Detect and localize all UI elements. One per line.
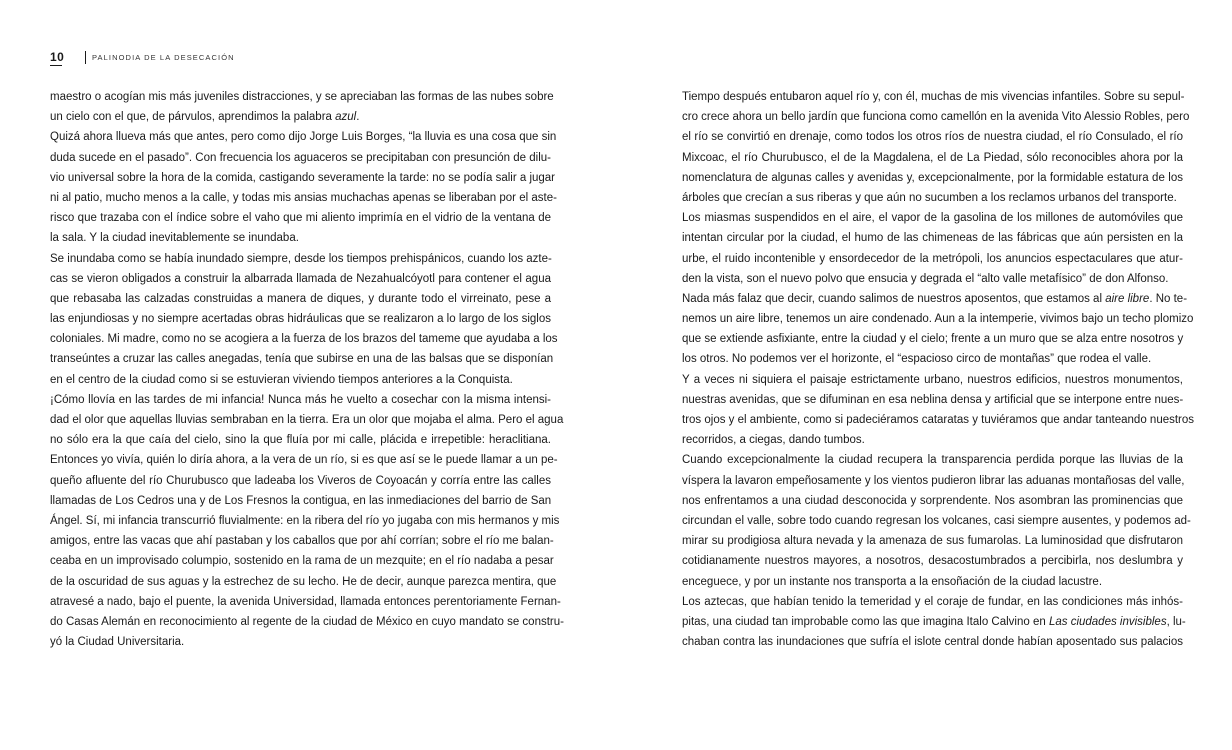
text-line	[682, 612, 1186, 632]
text-segment: mirar su prodigiosa altura nevada y la amenaza de sus fumarolas. La luminosidad que disfrutaron	[682, 535, 1183, 548]
text-line	[50, 168, 556, 188]
text-line	[50, 430, 551, 450]
text-segment: Entonces yo vivía, quién lo diría ahora, a la vera de un río, si es que así se le puede llamar a un pe-	[50, 454, 558, 467]
text-segment: ¡Cómo llovía en las tardes de mi infancia! Nunca más he vuelto a cosechar con la misma intensi-	[50, 393, 551, 406]
text-segment: enceguece, y por un instante nos transporta a la ensoñación de la ciudad lacustre.	[682, 575, 1103, 588]
text-line	[50, 572, 557, 592]
text-segment: Cuando excepcionalmente la ciudad recupera la transparencia perdida porque las lluvias de la	[682, 454, 1183, 467]
text-line	[50, 410, 564, 430]
text-segment: Nada más falaz que decir, cuando salimos de nuestros aposentos, que estamos al	[682, 292, 1106, 305]
text-segment: nomenclatura de algunas calles y avenidas y, excepcionalmente, por la formidable estatura de los	[682, 171, 1183, 184]
text-segment: nos enfrentamos a una ciudad desconocida y sorprendente. Nos asombran las prominencias que	[682, 494, 1183, 507]
text-segment: cotidianamente nuestros mayores, a nosotros, desacostumbrados a percibirla, nos deslumbra y	[682, 555, 1183, 568]
page-number: 10	[50, 50, 78, 64]
italic-text: aire libre	[1105, 292, 1150, 305]
text-line	[682, 471, 1183, 491]
text-segment: Quizá ahora llueva más que antes, pero como dijo Jorge Luis Borges, “la lluvia es una cosa que sin	[50, 131, 557, 144]
text-segment: transeúntes a cruzar las calles anegadas, tenía que subirse en una de las balsas que se disponían	[50, 353, 554, 366]
text-line	[50, 188, 557, 208]
text-line	[50, 249, 551, 269]
text-segment: víspera la lavaron empeñosamente y los vientos pudieron librar las aduanas montañosas del valle,	[682, 474, 1185, 487]
text-line	[682, 148, 1183, 168]
text-segment: queño afluente del río Churubusco que ladeaba los Viveros de Coyoacán y corría entre las calles	[50, 474, 551, 487]
text-line	[682, 410, 1195, 430]
text-line	[50, 107, 551, 127]
text-segment: maestro o acogían mis más juveniles distracciones, y se apreciaban las formas de las nubes sobre	[50, 91, 554, 103]
text-segment: ni al patio, mucho menos a la calle, y todas mis ansias muchachas apenas se liberaban por el aste-	[50, 191, 557, 204]
text-line	[682, 249, 1183, 269]
italic-text: azul	[335, 111, 357, 124]
text-segment: vio universal sobre la hora de la comida, castigando severamente la tarde: no se podía salir a jugar	[50, 171, 556, 184]
text-segment: chaban contra las inundaciones que sufría el islote central donde habían aposentado sus palacios	[682, 636, 1183, 649]
text-segment: atravesé a nado, bajo el puente, la avenida Universidad, llamada entonces perentoriamente Fernan-	[50, 595, 561, 608]
text-segment: . No te-	[1149, 292, 1188, 305]
text-line	[682, 329, 1183, 349]
text-segment: las enjundiosas y no siempre acertadas obras hidráulicas que se realizaron a lo largo de los siglos	[50, 313, 551, 326]
text-segment: Tiempo después entubaron aquel río y, con él, muchas de mis vivencias infantiles. Sobre su sepul-	[682, 91, 1185, 103]
text-segment: un cielo con el que, de párvulos, aprendimos la palabra	[50, 111, 336, 124]
text-segment: que rebasaba las calzadas construidas a manera de diques, y durante todo el virreinato, pese a	[50, 292, 551, 305]
text-segment: nuestras avenidas, que se difuminan en esa neblina densa y artificial que se interpone entre nues-	[682, 393, 1184, 406]
text-line	[50, 491, 551, 511]
text-line	[682, 592, 1183, 612]
text-line	[50, 551, 554, 571]
text-line	[50, 289, 551, 309]
text-segment: árboles que crecían a sus riberas y que aún no sucumben a los reclamos urbanos del transporte.	[682, 191, 1177, 204]
text-line	[682, 491, 1183, 511]
text-segment: la sala. Y la ciudad inevitablemente se inundaba.	[50, 232, 299, 245]
text-line	[50, 269, 551, 289]
text-line	[50, 471, 551, 491]
text-line	[682, 632, 1183, 652]
text-line	[682, 390, 1183, 410]
text-segment: tros ojos y el ambiente, como si padeciéramos cataratas y tuviéramos que andar tanteando nuestros	[682, 414, 1195, 426]
text-segment: Mixcoac, el río Churubusco, el de la Magdalena, el de La Piedad, sólo reconocibles ahora por la	[682, 151, 1183, 164]
page-header	[50, 50, 235, 64]
text-segment: pitas, una ciudad tan improbable como las que imagina Italo Calvino en	[682, 615, 1049, 628]
text-segment: Y a veces ni siquiera el paisaje estrictamente urbano, nuestros edificios, nuestros monumentos,	[682, 373, 1183, 386]
text-line	[50, 329, 558, 349]
right-page	[616, 0, 1232, 750]
text-line	[50, 370, 551, 390]
text-segment: ceaba en un improvisado columpio, sostenido en la rama de un mezquite; en el río nadaba a pesar	[50, 555, 554, 568]
text-segment: recorridos, a ciegas, dando tumbos.	[682, 434, 865, 447]
text-segment: llamadas de Los Cedros una y de Los Fresnos la contigua, en las inmediaciones del barrio de San	[50, 494, 552, 507]
text-line	[50, 228, 551, 248]
italic-text: Las ciudades invisibles	[1048, 615, 1167, 628]
text-segment: risco que trazaba con el índice sobre el vaho que mi aliento imprimía en el vidrio de la ventana de	[50, 212, 551, 225]
text-line	[50, 450, 558, 470]
text-segment: , lu-	[1166, 615, 1186, 628]
text-line	[682, 127, 1183, 147]
text-line	[50, 632, 551, 652]
text-segment: que se extiende asfixiante, entre la ciudad y el cielo; frente a un muro que se alza entre nosotros y	[682, 333, 1184, 346]
text-line	[682, 87, 1183, 107]
text-line	[50, 148, 551, 168]
text-segment: duda sucede en el pasado”. Con frecuencia los aguaceros se precipitaban con presunción de dilu-	[50, 151, 551, 164]
text-line	[682, 309, 1194, 329]
text-segment: Los aztecas, que habían tenido la temeridad y el coraje de fundar, en las condiciones más inhós-	[682, 595, 1183, 608]
text-segment: circundan el valle, sobre todo cuando regresan los volcanes, casi siempre ausentes, y podemos ad-	[682, 514, 1191, 527]
text-segment: yó la Ciudad Universitaria.	[50, 636, 185, 649]
right-column-text	[682, 87, 1195, 652]
text-line	[50, 511, 560, 531]
text-line	[50, 309, 551, 329]
text-line	[50, 390, 551, 410]
text-segment: el río se convirtió en drenaje, como todos los otros ríos de nuestra ciudad, el río Consulado, el río	[682, 131, 1183, 144]
text-line	[682, 551, 1183, 571]
text-line	[50, 87, 554, 107]
text-line	[682, 430, 1183, 450]
text-line	[682, 107, 1190, 127]
text-line	[50, 592, 561, 612]
text-line	[682, 269, 1183, 289]
text-line	[682, 228, 1183, 248]
running-head: PALINODIA DE LA DESECACIÓN	[92, 52, 235, 62]
text-segment: den la vista, son el nuevo polvo que ensucia y degrada el “alto valle metafísico” de don Alfonso.	[682, 272, 1169, 285]
text-segment: cas se vieron obligados a construir la albarrada llamada de Nezahualcóyotl para contener el agua	[50, 272, 551, 285]
text-line	[50, 127, 557, 147]
text-segment: cro crece ahora un bello jardín que funciona como camellón en la avenida Vito Alessio Robles, pero	[682, 111, 1190, 124]
text-line	[682, 450, 1183, 470]
text-line	[50, 349, 554, 369]
text-segment: do Casas Alemán en reconocimiento al regente de la ciudad de México en cuyo mandato se constru-	[50, 615, 564, 628]
text-segment: intentan circular por la ciudad, el humo de las chimeneas de las fábricas que aún persisten en la	[682, 232, 1183, 245]
text-segment: amigos, entre las vacas que ahí pastaban y los caballos que por ahí corrían; sobre el río me balan-	[50, 535, 554, 548]
header-divider	[85, 51, 86, 64]
text-segment: Ángel. Sí, mi infancia transcurrió fluvialmente: en la ribera del río yo jugaba con mis hermanos y mis	[50, 514, 560, 527]
text-line	[682, 289, 1188, 309]
text-line	[682, 208, 1183, 228]
text-segment: Los miasmas suspendidos en el aire, el vapor de la gasolina de los millones de automóviles que	[682, 212, 1183, 225]
text-line	[50, 612, 564, 632]
text-line	[682, 511, 1191, 531]
text-line	[682, 188, 1183, 208]
text-segment: nemos un aire libre, tenemos un aire condenado. Aun a la intemperie, vivimos bajo un techo plomizo	[682, 313, 1194, 326]
text-segment: urbe, el ruido incontenible y ensordecedor de la metrópoli, los anuncios espectaculares que atur-	[682, 252, 1183, 265]
text-line	[682, 349, 1183, 369]
text-segment: no sólo era la que caía del cielo, sino la que fluía por mi calle, plácida e irrepetible: heraclitiana.	[50, 434, 551, 447]
text-line	[682, 168, 1183, 188]
text-line	[682, 531, 1183, 551]
text-segment: dad el olor que aquellas lluvias sembraban en la tierra. Era un olor que mojaba el alma. Pero el agua	[50, 414, 564, 426]
text-segment: en el centro de la ciudad como si se estuvieran viviendo tiempos anteriores a la Conquista.	[50, 373, 513, 386]
left-column-text	[50, 87, 564, 652]
text-line	[50, 531, 554, 551]
text-segment: .	[356, 111, 360, 124]
text-line	[682, 370, 1183, 390]
text-line	[682, 572, 1183, 592]
text-line	[50, 208, 551, 228]
text-segment: coloniales. Mi madre, como no se acogiera a la fuerza de los brazos del tameme que ayudaba a los	[50, 333, 558, 346]
text-segment: Se inundaba como se había inundado siempre, desde los tiempos prehispánicos, cuando los azte-	[50, 252, 552, 265]
text-segment: los otros. No podemos ver el horizonte, el “espacioso circo de montañas” que rodea el valle.	[682, 353, 1152, 366]
text-segment: de la oscuridad de sus aguas y la estrechez de su lecho. He de decir, aunque parezca mentira, que	[50, 575, 557, 588]
